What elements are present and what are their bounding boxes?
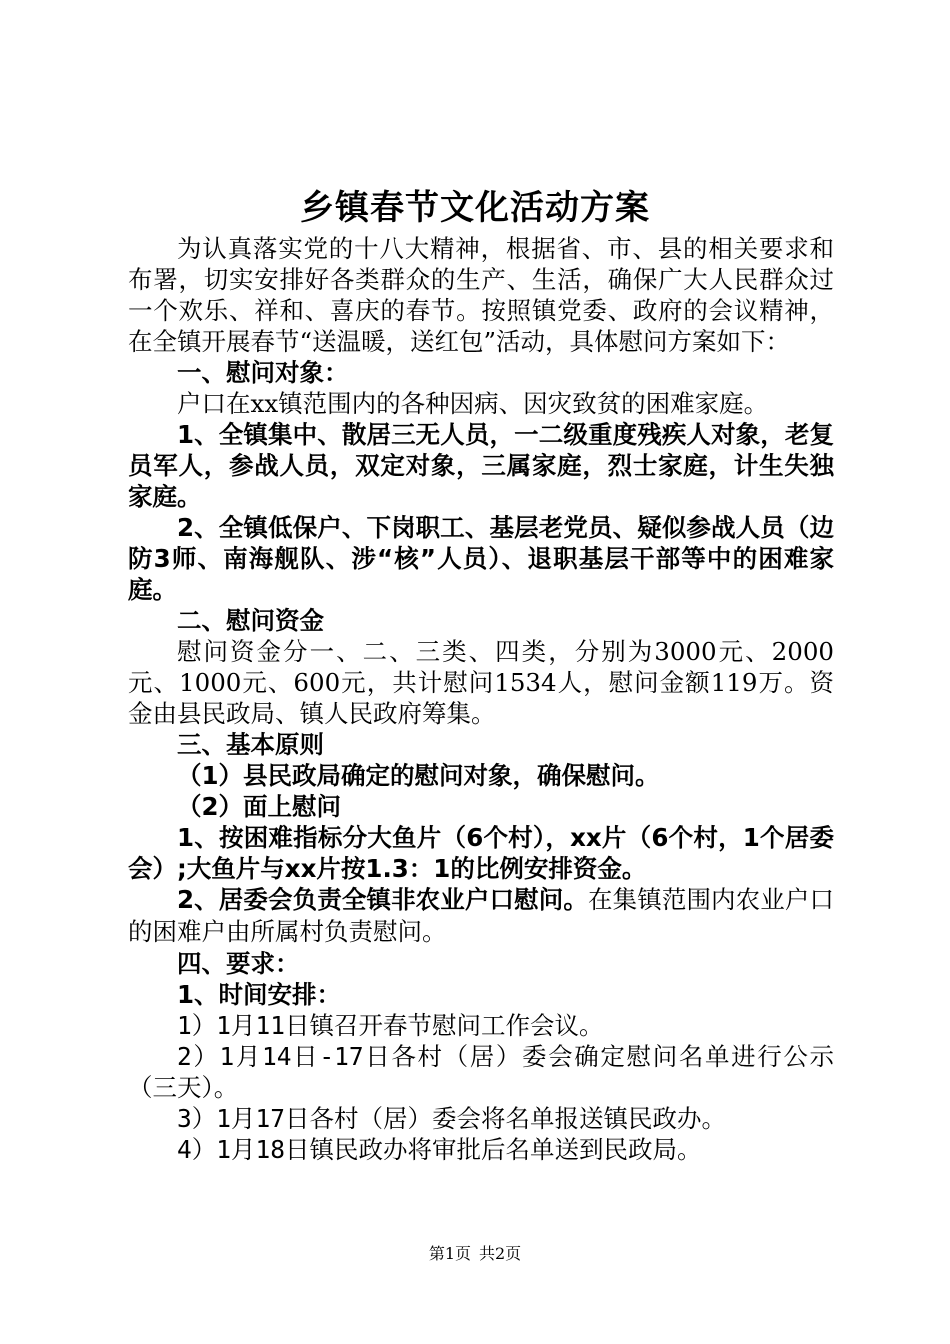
principle-subitem-2-lead: 2、居委会负责全镇非农业户口慰问。 — [177, 885, 588, 914]
paragraph-intro: 为认真落实党的十八大精神，根据省、市、县的相关要求和布署，切实安排好各类群众的生产、生活，确保广大人民群众过一个欢乐、祥和、喜庆的春节。按照镇党委、政府的会议精神，在全镇开展春节“送温暖，送红包”活动，具体慰问方案如下： — [128, 234, 834, 356]
list-item-target-1: 1、全镇集中、散居三无人员，一二级重度残疾人对象，老复员军人，参战人员，双定对象，三属家庭，烈士家庭，计生失独家庭。 — [128, 420, 834, 511]
heading-section-3: 三、基本原则 — [177, 730, 324, 759]
document-body — [128, 233, 834, 1165]
principle-subitem-1: 1、按困难指标分大鱼片（6个村），xx片（6个村，1个居委会）;大鱼片与xx片按1.3：1的比例安排资金。 — [128, 823, 834, 883]
heading-section-1: 一、慰问对象： — [177, 358, 349, 387]
principle-item-1: （1）县民政局确定的慰问对象，确保慰问。 — [177, 761, 660, 790]
page-number-total: 共2页 — [479, 1244, 522, 1263]
document-title: 乡镇春节文化活动方案 — [300, 188, 650, 228]
schedule-item-3: 3）1月17日各村（居）委会将名单报送镇民政办。 — [177, 1104, 726, 1133]
principle-subitem-2 — [128, 884, 834, 948]
principle-item-2: （2）面上慰问 — [177, 792, 342, 821]
page-number-current: 第1页 — [428, 1244, 471, 1263]
schedule-item-4: 4）1月18日镇民政办将审批后名单送到民政局。 — [177, 1135, 702, 1164]
paragraph-funding: 慰问资金分一、二、三类、四类，分别为3000元、2000元、1000元、600元，共计慰问1534人，慰问金额119万。资金由县民政局、镇人民政府筹集。 — [128, 637, 834, 728]
page-footer — [0, 1243, 950, 1265]
heading-section-2: 二、慰问资金 — [177, 606, 324, 635]
heading-schedule: 1、时间安排： — [177, 980, 342, 1009]
heading-section-4: 四、要求： — [177, 949, 300, 978]
list-item-target-2: 2、全镇低保户、下岗职工、基层老党员、疑似参战人员（边防3师、南海舰队、涉“核”人员）、退职基层干部等中的困难家庭。 — [128, 513, 834, 604]
schedule-item-1: 1）1月11日镇召开春节慰问工作会议。 — [177, 1011, 604, 1040]
schedule-item-2: 2）1月14日-17日各村（居）委会确定慰问名单进行公示（三天）。 — [128, 1042, 834, 1102]
paragraph-scope: 户口在xx镇范围内的各种因病、因灾致贫的困难家庭。 — [177, 389, 769, 418]
principle-subitem-2-rest: 在集镇范围内农业户口的困难户由所属村负责慰问。 — [128, 885, 835, 946]
